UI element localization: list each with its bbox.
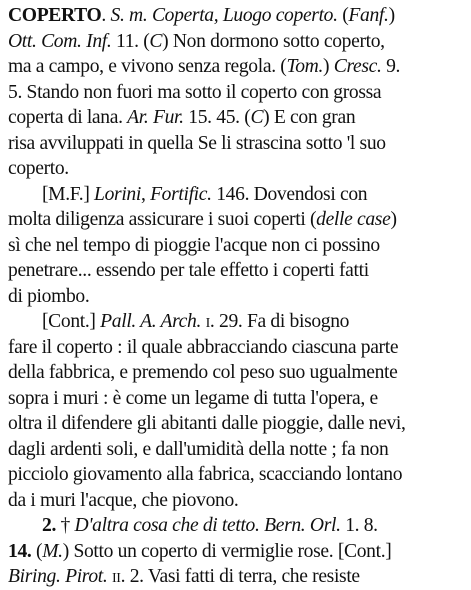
text-run: . <box>101 5 111 26</box>
italic-text: Biring. Pirot. <box>8 566 108 587</box>
italic-text: Ott. Com. Inf. <box>8 30 112 52</box>
entry-line <box>8 131 463 157</box>
entry-line <box>8 233 463 259</box>
text-run: 9. <box>381 56 401 77</box>
entry-line <box>8 207 463 233</box>
text-run: della fabbrica, e premendo col peso suo ugualmente <box>8 362 398 383</box>
text-run: ) E con gran <box>263 107 356 128</box>
italic-text: Tom. <box>286 56 324 77</box>
italic-text: Ar. Fur. <box>127 107 184 128</box>
entry-line <box>8 539 463 565</box>
entry-line <box>8 309 463 335</box>
text-run: 5. Stando non fuori ma sotto il coperto con grossa <box>8 81 382 103</box>
text-run: molta diligenza assicurare i suoi coperti ( <box>8 209 317 230</box>
entry-line <box>8 80 463 106</box>
italic-text: Fortific. <box>150 183 212 205</box>
entry-line <box>8 462 463 488</box>
entry-line <box>8 437 463 463</box>
entry-line <box>8 488 463 514</box>
entry-line <box>8 513 463 539</box>
entry-line <box>8 105 463 131</box>
entry-line <box>8 3 463 29</box>
text-run: . 29. Fa di bisogno <box>209 311 350 332</box>
entry-line <box>8 54 463 80</box>
italic-text: M. <box>42 540 63 562</box>
entry-line <box>8 335 463 361</box>
italic-text: Pall. A. Arch. <box>100 311 202 332</box>
text-run: 1. 8. <box>340 515 378 536</box>
text-run: coperta di lana. <box>8 107 128 128</box>
text-run: 11. ( <box>111 30 150 52</box>
italic-text: Fanf. <box>348 5 389 26</box>
text-run: ( <box>337 5 349 26</box>
entry-line <box>8 258 463 284</box>
bold-text: 2. <box>42 515 56 536</box>
entry-line <box>8 156 463 182</box>
text-run: oltra il difendere gli abitanti dalle pioggie, dalle nevi, <box>8 413 406 434</box>
roman-numeral: ii <box>111 566 121 587</box>
italic-text: D'altra cosa che di tetto. <box>74 515 260 536</box>
text-run: 146. Dovendosi con <box>211 183 368 205</box>
italic-text: Cresc. <box>333 56 382 77</box>
text-run: ) Sotto un coperto di vermiglie rose. [Cont.] <box>62 540 392 562</box>
text-run: penetrare... essendo per tale effetto i coperti fatti <box>8 260 369 281</box>
entry-line <box>8 29 463 55</box>
text-run: ) <box>390 209 397 230</box>
text-run: fare il coperto : il quale abbracciando ciascuna parte <box>8 336 399 358</box>
roman-numeral: i <box>205 311 210 332</box>
italic-text: Bern. Orl. <box>264 515 341 536</box>
text-run: ) <box>388 5 395 26</box>
text-run: di piombo. <box>8 285 90 307</box>
text-run: ) <box>323 56 334 77</box>
entry-line <box>8 360 463 386</box>
entry-line <box>8 182 463 208</box>
entry-line <box>8 564 463 590</box>
italic-text: delle case <box>316 209 391 230</box>
text-run: risa avviluppati in quella Se li strascina sotto 'l suo <box>8 132 386 154</box>
text-run: sopra i muri : è come un legame di tutta l'opera, e <box>8 387 378 409</box>
text-run: . 2. Vasi fatti di terra, che resiste <box>120 566 360 587</box>
text-run: picciolo giovamento alla fabrica, scacciando lontano <box>8 464 403 485</box>
bold-text: COPERTO <box>8 5 102 26</box>
italic-text: C <box>149 30 163 52</box>
text-run: † <box>56 515 75 536</box>
text-run: da i muri l'acque, che piovono. <box>8 489 239 511</box>
entry-line <box>8 386 463 412</box>
text-run: [Cont.] <box>42 311 101 332</box>
italic-text: Lorini <box>94 183 141 205</box>
text-run: [M.F.] <box>42 183 95 205</box>
entry-line <box>8 284 463 310</box>
bold-text: 14. <box>8 540 32 562</box>
text-run: ) Non dormono sotto coperto, <box>162 30 385 52</box>
text-run: dagli ardenti soli, e dall'umidità della notte ; fa non <box>8 438 389 460</box>
text-run: ma a campo, e vivono senza regola. ( <box>8 56 287 77</box>
dictionary-entry-coperto <box>8 3 463 590</box>
text-run: coperto. <box>8 158 69 179</box>
italic-text: C <box>250 107 264 128</box>
text-run: , <box>140 183 151 205</box>
text-run: sì che nel tempo di pioggie l'acque non ci possino <box>8 234 380 256</box>
text-run: ( <box>31 540 43 562</box>
text-run: 15. 45. ( <box>183 107 251 128</box>
italic-text: S. m. Coperta, Luogo coperto. <box>110 5 338 26</box>
entry-line <box>8 411 463 437</box>
